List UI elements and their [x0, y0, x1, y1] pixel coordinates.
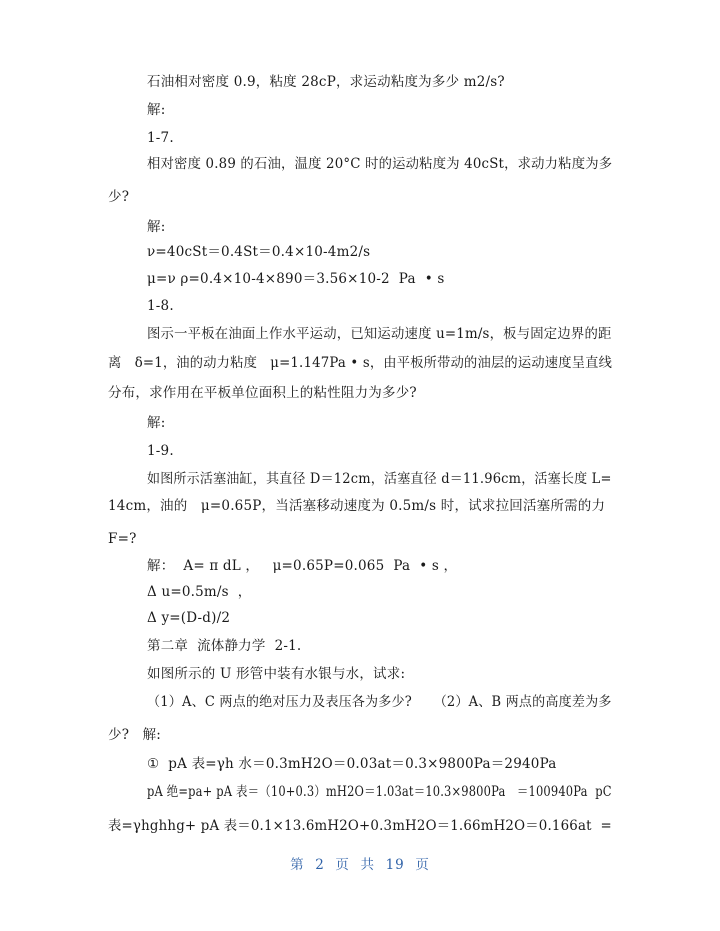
- text-line-17: F=?: [108, 531, 137, 547]
- text-line-23: （1）A、C 两点的绝对压力及表压各为多少? （2）A、B 两点的高度差为多: [147, 694, 612, 710]
- text-line-9: 1-8.: [147, 298, 174, 314]
- text-line-20: Δ y=(D-d)/2: [147, 610, 231, 626]
- page-footer: 第 2 页 共 19 页: [290, 857, 430, 873]
- text-line-11: 离 δ=1，油的动力粘度 μ=1.147Pa • s，由平板所带动的油层的运动速度呈直线: [108, 355, 613, 371]
- text-line-10: 图示一平板在油面上作水平运动，已知运动速度 u=1m/s，板与固定边界的距: [147, 326, 612, 342]
- text-line-4: 相对密度 0.89 的石油，温度 20°C 时的运动粘度为 40cSt，求动力粘度为多: [147, 156, 613, 172]
- text-line-1: 石油相对密度 0.9，粘度 28cP，求运动粘度为多少 m2/s?: [147, 74, 505, 90]
- text-line-18: 解： A= π dL ， μ=0.65P=0.065 Pa • s ，: [147, 558, 458, 574]
- text-line-16: 14cm，油的 μ=0.65P，当活塞移动速度为 0.5m/s 时，试求拉回活塞所需的力: [108, 498, 606, 514]
- text-line-19: Δ u=0.5m/s ，: [147, 584, 252, 600]
- text-line-24: 少? 解:: [108, 727, 162, 743]
- text-line-8: μ=ν ρ=0.4×10-4×890＝3.56×10-2 Pa • s: [147, 271, 445, 287]
- text-line-27: 表=γhghhg+ pA 表＝0.1×13.6mH2O+0.3mH2O＝1.66mH2O＝0.166at =: [108, 818, 612, 834]
- text-line-13: 解:: [147, 415, 166, 431]
- text-line-5: 少?: [108, 189, 130, 205]
- text-line-22: 如图所示的 U 形管中装有水银与水，试求:: [147, 666, 406, 682]
- text-line-25: ① pA 表=γh 水＝0.3mH2O＝0.03at＝0.3×9800Pa＝2940Pa: [147, 756, 557, 772]
- text-line-2: 解:: [147, 102, 166, 118]
- text-line-15: 如图所示活塞油缸，其直径 D＝12cm，活塞直径 d＝11.96cm，活塞长度 L=: [147, 471, 612, 487]
- text-line-14: 1-9.: [147, 443, 174, 459]
- text-line-21: 第二章 流体静力学 2-1.: [147, 638, 302, 654]
- text-line-3: 1-7.: [147, 130, 174, 146]
- text-line-26: pA 绝=pa+ pA 表＝（10+0.3）mH2O＝1.03at＝10.3×9800Pa ＝100940Pa pC: [147, 784, 612, 800]
- text-line-7: ν=40cSt＝0.4St＝0.4×10-4m2/s: [147, 244, 371, 260]
- text-line-6: 解:: [147, 219, 166, 235]
- text-line-12: 分布，求作用在平板单位面积上的粘性阻力为多少?: [108, 385, 417, 401]
